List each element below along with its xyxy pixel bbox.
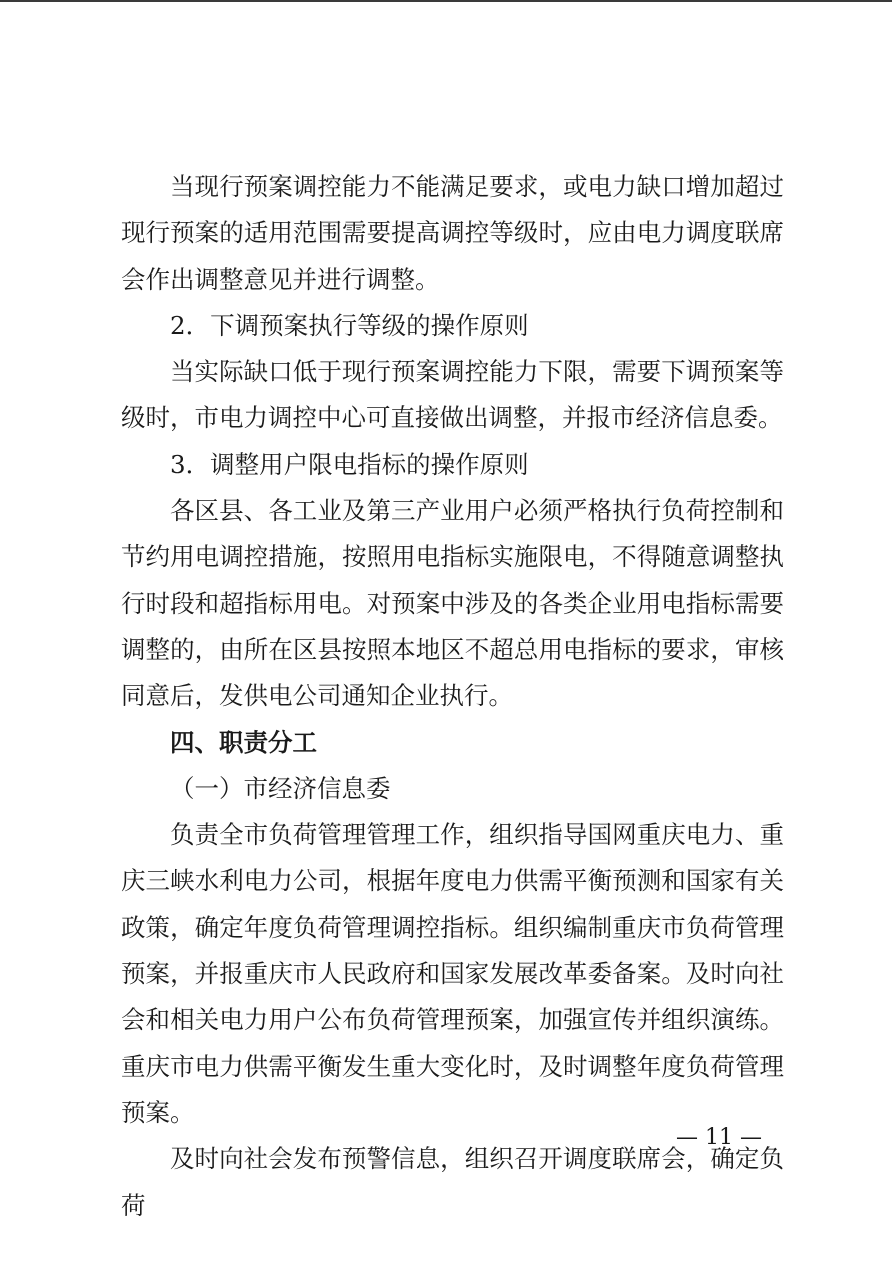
paragraph-commission-duties: 负责全市负荷管理管理工作，组织指导国网重庆电力、重庆三峡水利电力公司，根据年度电力供需平衡预测和国家有关政策，确定年度负荷管理调控指标。组织编制重庆市负荷管理预案，并报重庆市人民政府和国家发展改革委备案。及时向社会和相关电力用户公布负荷管理预案，加强宣传并组织演练。重庆市电力供需平衡发生重大变化时，及时调整年度负荷管理预案。: [121, 820, 784, 1127]
subheading-downgrade-principle: 2．下调预案执行等级的操作原则: [170, 310, 529, 340]
document-body: [121, 164, 784, 1229]
paragraph-user-limit: 各区县、各工业及第三产业用户必须严格执行负荷控制和节约用电调控措施，按照用电指标实施限电，不得随意调整执行时段和超指标用电。对预案中涉及的各类企业用电指标需要调整的，由所在区县按照本地区不超总用电指标的要求，审核同意后，发供电公司通知企业执行。: [121, 496, 784, 711]
paragraph-adjust-upgrade: 当现行预案调控能力不能满足要求，或电力缺口增加超过现行预案的适用范围需要提高调控等级时，应由电力调度联席会作出调整意见并进行调整。: [121, 172, 784, 294]
paragraph-downgrade: 当实际缺口低于现行预案调控能力下限，需要下调预案等级时，市电力调控中心可直接做出调整，并报市经济信息委。: [121, 357, 784, 433]
page-number: — 11 —: [676, 1125, 762, 1150]
subheading-economic-commission: （一）市经济信息委: [170, 773, 391, 803]
paragraph-warning-info: 及时向社会发布预警信息，组织召开调度联席会，确定负荷: [121, 1144, 784, 1220]
section-heading-responsibilities: 四、职责分工: [170, 727, 317, 757]
subheading-user-limit-principle: 3．调整用户限电指标的操作原则: [170, 449, 529, 479]
